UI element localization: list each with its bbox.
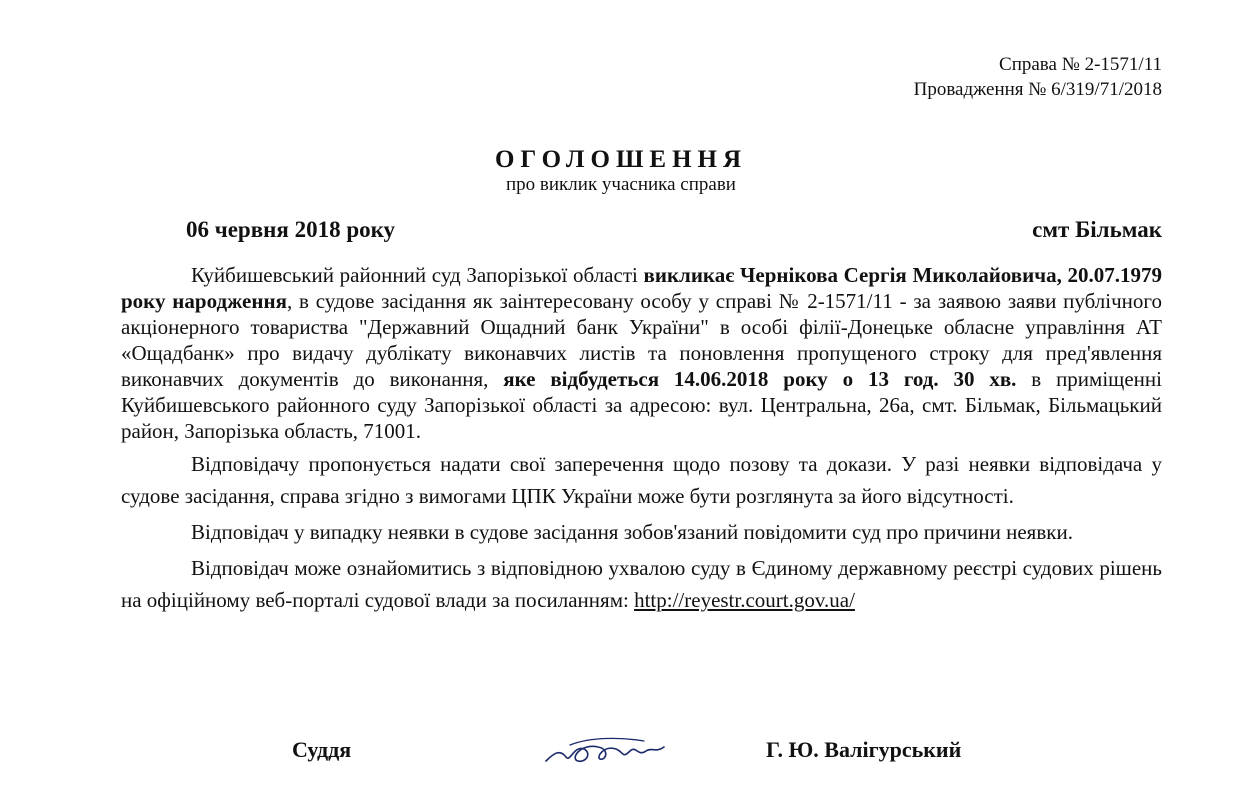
hearing-address: в приміщенні Куйбишевського районного суду Запорізької області за адресою: вул. Центральна, 26а, смт. Більмак, Більмацький район, Запорізька область, 71001. xyxy=(121,367,1162,443)
summoned-person: викликає Чернікова Сергія Миколайовича, 20.07.1979 року народження xyxy=(121,263,1162,313)
paragraph-absence-notice: Відповідач у випадку неявки в судове засідання зобов'язаний повідомити суд про причини неявки. xyxy=(191,520,1073,544)
registry-text: Відповідач може ознайомитись з відповідною ухвалою суду в Єдиному державному реєстрі судових рішень на офіційному веб-порталі судової влади за посиланням: xyxy=(121,556,1162,612)
registry-link[interactable]: http://reyestr.court.gov.ua/ xyxy=(634,588,855,612)
judge-name: Г. Ю. Валігурський xyxy=(766,737,962,762)
handwritten-signature xyxy=(540,727,680,775)
document-place: смт Більмак xyxy=(1032,217,1162,242)
paragraph-objections: Відповідачу пропонується надати свої заперечення щодо позову та докази. У разі неявки відповідача у судове засідання, справа згідно з вимогами ЦПК України може бути розглянута за його відсутності. xyxy=(121,452,1162,508)
court-text: Куйбишевський районний суд Запорізької області xyxy=(191,263,644,287)
paragraph-summons xyxy=(121,262,1162,444)
document-subtitle: про виклик учасника справи xyxy=(506,174,736,195)
document-title: ОГОЛОШЕННЯ xyxy=(494,146,748,173)
hearing-time: яке відбудеться 14.06.2018 року о 13 год. 30 хв. xyxy=(503,367,1017,391)
case-number: Справа № 2-1571/11 xyxy=(999,54,1162,75)
announcement-body xyxy=(121,262,1162,616)
paragraph-registry xyxy=(121,552,1162,616)
document-date: 06 червня 2018 року xyxy=(186,217,396,242)
proceeding-number: Провадження № 6/319/71/2018 xyxy=(913,79,1162,100)
case-details: , в судове засідання як заінтересовану особу у справі № 2-1571/11 - за заявою заяви публічного акціонерного товариства "Державний Ощадний банк України" в особі філії-Донецьке обласне управління АТ «Ощадбанк» про видачу дублікату виконавчих листів та поновлення пропущеного строку для пред'явлення виконавчих документів до виконання, xyxy=(121,289,1162,391)
signature-role: Суддя xyxy=(292,737,352,762)
case-reference xyxy=(914,52,1162,102)
